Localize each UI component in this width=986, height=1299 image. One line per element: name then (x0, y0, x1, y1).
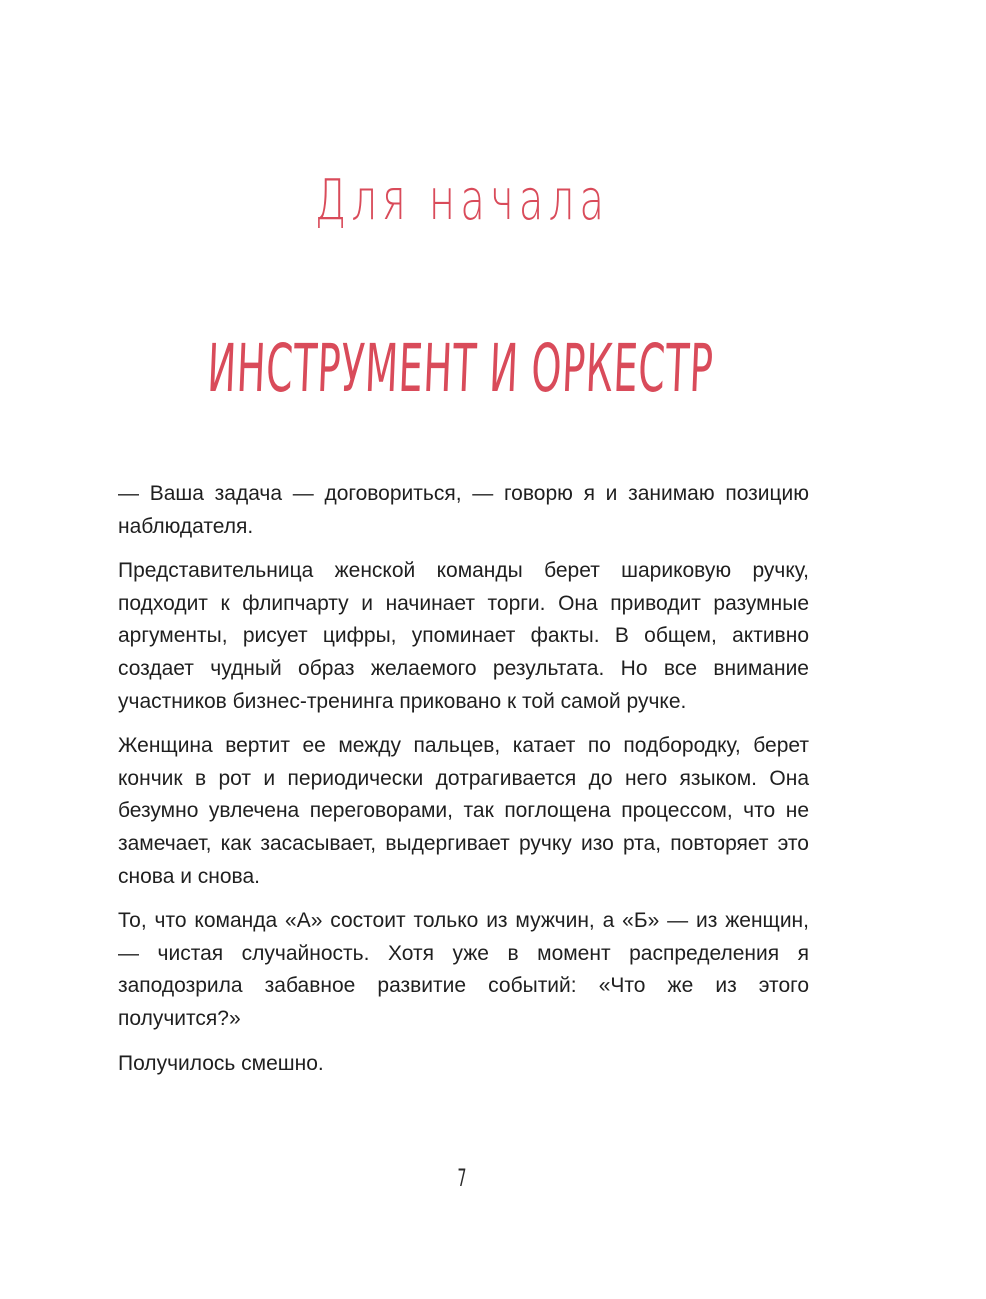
chapter-title: ИНСТРУМЕНТ И ОРКЕСТР (206, 330, 715, 407)
paragraph: То, что команда «А» состоит только из мужчин, а «Б» — из женщин, — чистая случайность. Хотя уже в момент распределения я заподозрила забавное развитие событий: «Что же из этого получится?» (118, 909, 809, 1030)
page-number: 7 (457, 1164, 467, 1192)
body-text (118, 478, 809, 1092)
paragraph: Женщина вертит ее между пальцев, катает по подбородку, берет кончик в рот и периодически дотрагивается до него языком. Она безумно увлечена переговорами, так поглощена процессом, что не замечает, как засасывает, выдергивает ручку изо рта, повторяет это снова и снова. (118, 734, 809, 888)
paragraph: — Ваша задача — договориться, — говорю я и занимаю позицию наблюдателя. (118, 482, 809, 538)
section-label: Для начала (314, 168, 610, 233)
paragraph: Получилось смешно. (118, 1051, 324, 1075)
paragraph: Представительница женской команды берет шариковую ручку, подходит к флипчарту и начинает торги. Она приводит разумные аргументы, рисует цифры, упоминает факты. В общем, активно создает чудный образ желаемого результата. Но все внимание участников бизнес-тренинга приковано к той самой ручке. (118, 559, 809, 713)
